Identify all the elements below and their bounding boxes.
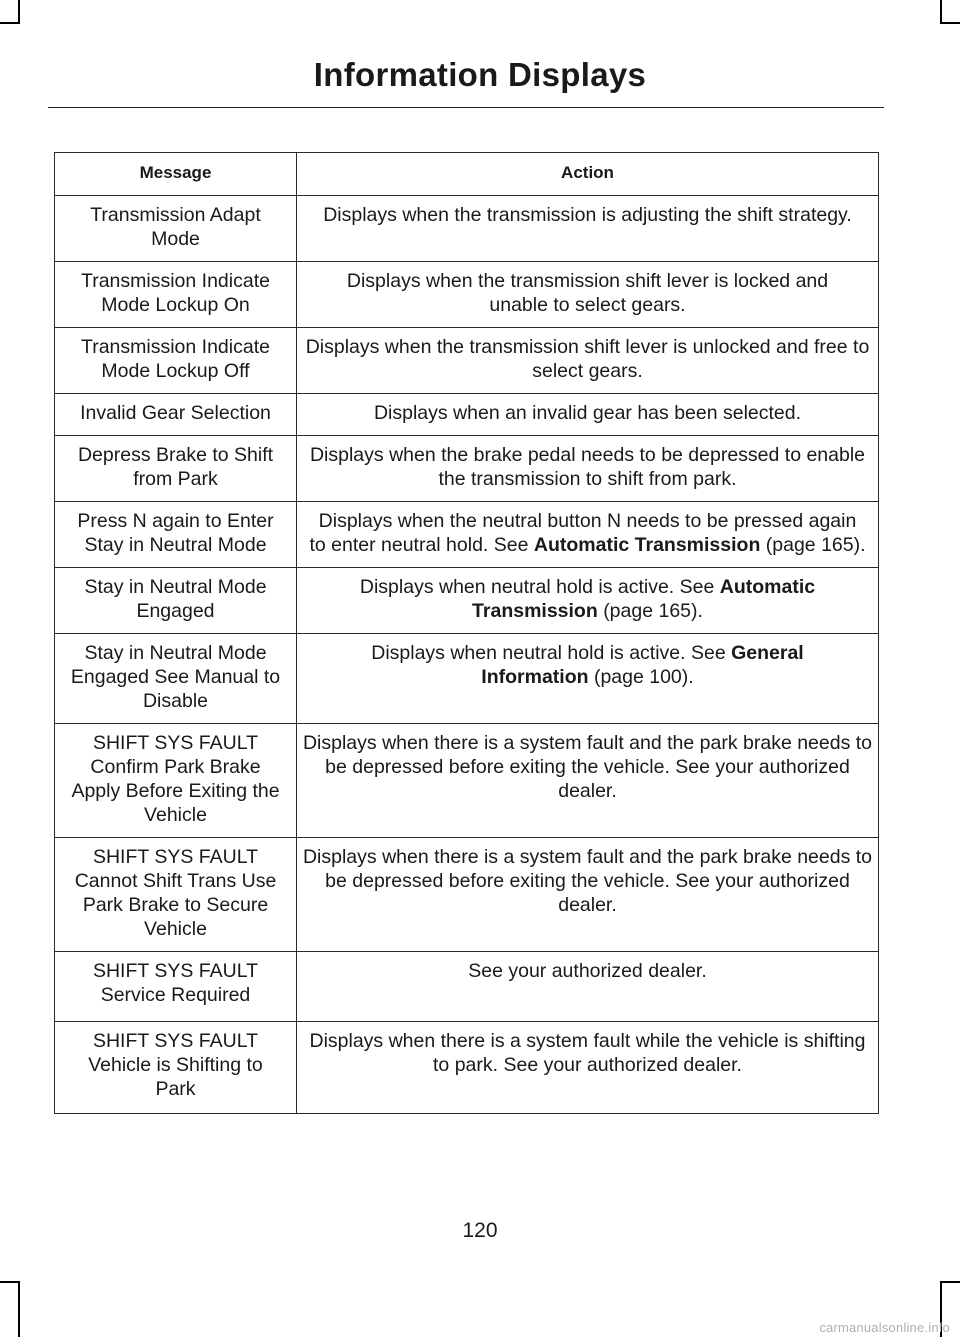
action-text: Displays when neutral hold is active. See <box>371 642 726 664</box>
table-row <box>55 196 879 262</box>
table-row <box>55 952 879 1022</box>
message-cell: Press N again to Enter Stay in Neutral Mode <box>55 502 297 568</box>
crop-mark <box>18 0 20 22</box>
message-cell: SHIFT SYS FAULT Confirm Park Brake Apply Before Exiting the Vehicle <box>55 724 297 838</box>
page-number: 120 <box>462 1219 498 1242</box>
table-row <box>55 262 879 328</box>
table-header-row <box>55 153 879 196</box>
cross-reference-link[interactable]: Automatic Transmission <box>533 534 761 556</box>
crop-mark <box>940 22 960 24</box>
action-cell <box>297 634 879 724</box>
action-cell: See your authorized dealer. <box>297 952 879 1022</box>
crop-mark <box>0 22 20 24</box>
action-cell: Displays when there is a system fault while the vehicle is shifting to park. See your authorized dealer. <box>297 1022 879 1114</box>
message-table <box>54 152 879 1114</box>
column-header-action: Action <box>297 153 879 196</box>
table-row <box>55 838 879 952</box>
table-row <box>55 568 879 634</box>
table-row <box>55 724 879 838</box>
page-reference: (page 100). <box>593 666 694 688</box>
action-text: Displays when the neutral button N needs to be pressed again to enter neutral hold. See <box>309 510 857 556</box>
table-row <box>55 502 879 568</box>
header-rule <box>48 107 884 108</box>
message-cell: Stay in Neutral Mode Engaged See Manual to Disable <box>55 634 297 724</box>
crop-mark <box>940 0 942 22</box>
action-cell: Displays when there is a system fault and the park brake needs to be depressed before exiting the vehicle. See your authorized dealer. <box>297 838 879 952</box>
table-row <box>55 436 879 502</box>
message-cell: Invalid Gear Selection <box>55 394 297 436</box>
message-cell: Transmission Adapt Mode <box>55 196 297 262</box>
crop-mark <box>940 1281 960 1283</box>
table-row <box>55 394 879 436</box>
action-cell: Displays when the brake pedal needs to be depressed to enable the transmission to shift from park. <box>297 436 879 502</box>
action-cell: Displays when there is a system fault and the park brake needs to be depressed before exiting the vehicle. See your authorized dealer. <box>297 724 879 838</box>
cross-reference-link[interactable]: Automatic Transmission <box>472 576 816 622</box>
action-text: Displays when neutral hold is active. See <box>359 576 715 598</box>
crop-mark <box>0 1281 20 1283</box>
message-cell: Transmission Indicate Mode Lockup Off <box>55 328 297 394</box>
page-title: Information Displays <box>313 56 647 93</box>
action-cell: Displays when an invalid gear has been selected. <box>297 394 879 436</box>
page-reference: (page 165). <box>603 600 703 622</box>
message-cell: Transmission Indicate Mode Lockup On <box>55 262 297 328</box>
action-cell: Displays when the transmission shift lever is unlocked and free to select gears. <box>297 328 879 394</box>
message-cell: SHIFT SYS FAULT Service Required <box>55 952 297 1022</box>
watermark: carmanualsonline.info <box>819 1320 950 1335</box>
action-cell: Displays when the transmission is adjusting the shift strategy. <box>297 196 879 262</box>
action-cell: Displays when the transmission shift lever is locked and unable to select gears. <box>297 262 879 328</box>
message-cell: Stay in Neutral Mode Engaged <box>55 568 297 634</box>
column-header-message: Message <box>55 153 297 196</box>
message-cell: SHIFT SYS FAULT Vehicle is Shifting to Park <box>55 1022 297 1114</box>
table-row <box>55 634 879 724</box>
message-cell: SHIFT SYS FAULT Cannot Shift Trans Use Park Brake to Secure Vehicle <box>55 838 297 952</box>
table-row <box>55 328 879 394</box>
table-row <box>55 1022 879 1114</box>
action-cell <box>297 568 879 634</box>
page-reference: (page 165). <box>765 534 866 556</box>
crop-mark <box>18 1281 20 1337</box>
action-cell <box>297 502 879 568</box>
message-cell: Depress Brake to Shift from Park <box>55 436 297 502</box>
cross-reference-link[interactable]: General Information <box>481 642 804 688</box>
